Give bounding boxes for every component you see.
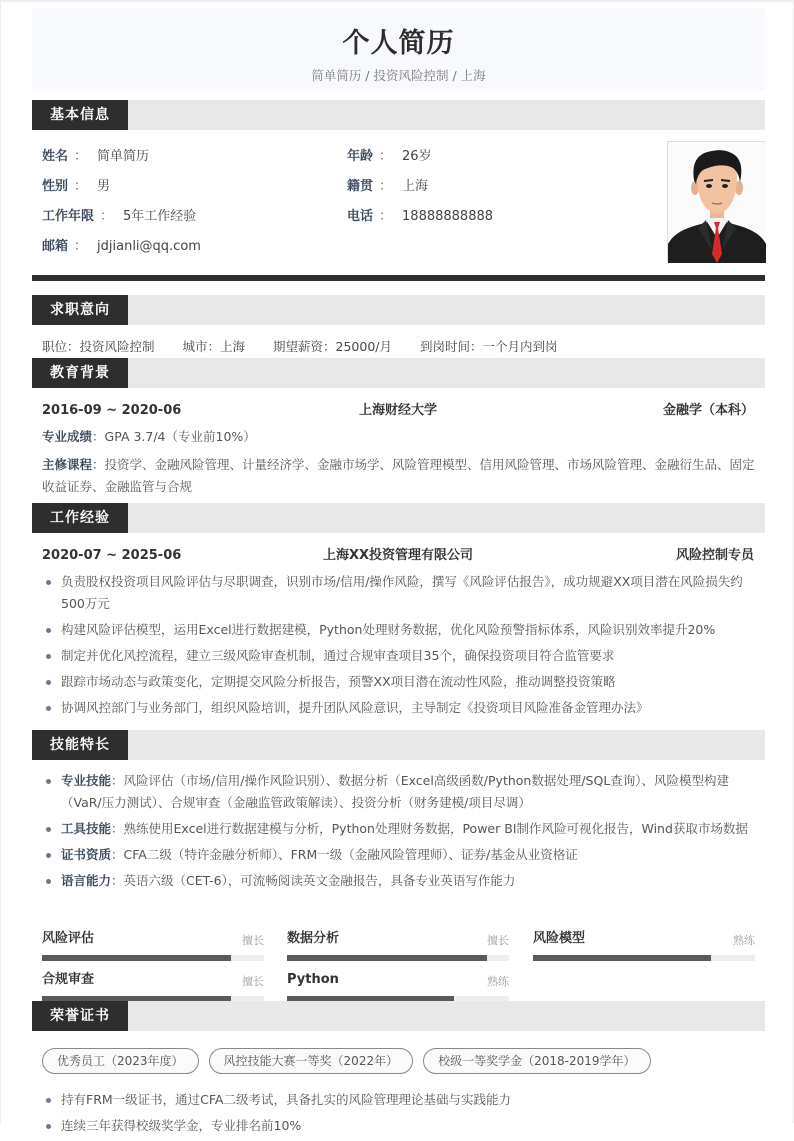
skill-bar-risk-model (533, 931, 755, 947)
intent-city: 城市：上海 (182, 339, 246, 354)
education-courses (42, 454, 757, 498)
progress-bar (533, 955, 755, 961)
courses-value: ：投资学、金融风险管理、计量经济学、金融市场学、风险管理模型、信用风险管理、市场风险管理、金融衍生品、固定收益证券、金融监管与合规 (42, 457, 755, 494)
field-value: 简单简历 (97, 149, 150, 164)
field-name (42, 148, 149, 166)
list-item: 跟踪市场动态与政策变化，定期提交风险分析报告，预警XX项目潜在流动性风险，推动调整投资策略 (42, 671, 757, 693)
field-label: 工作年限 (42, 209, 95, 224)
skill-label: 专业技能 (61, 773, 112, 788)
skill-label: 语言能力 (61, 873, 112, 888)
honor-pill: 校级一等奖学金（2018-2019学年） (423, 1048, 650, 1074)
skill-name: Python (287, 972, 339, 987)
list-item: 负责股权投资项目风险评估与尽职调查，识别市场/信用/操作风险，撰写《风险评估报告》，成功规避XX项目潜在风险损失约500万元 (42, 571, 757, 615)
list-item: 制定并优化风控流程，建立三级风险审查机制，通过合规审查项目35个，确保投资项目符合监管要求 (42, 645, 757, 667)
portrait-icon (668, 142, 766, 263)
skill-level: 擅长 (242, 934, 264, 947)
job-intent-row (42, 339, 586, 355)
colon: ： (379, 149, 393, 164)
list-item: 协调风控部门与业务部门，组织风险培训，提升团队风险意识，主导制定《投资项目风险准备金管理办法》 (42, 697, 757, 719)
skill-level: 擅长 (487, 934, 509, 947)
progress-fill (42, 955, 231, 961)
section-header-intent (32, 295, 765, 325)
work-company: 上海XX投资管理有限公司 (322, 548, 474, 563)
divider (32, 275, 765, 281)
skill-name: 风险评估 (42, 931, 95, 946)
list-item (42, 818, 757, 840)
section-title-honors: 荣誉证书 (32, 1001, 128, 1031)
list-item (42, 844, 757, 866)
field-age (347, 148, 432, 166)
progress-bar (287, 955, 509, 961)
progress-fill (533, 955, 711, 961)
skill-bar-risk-assessment (42, 931, 264, 947)
skill-bar-data-analysis (287, 931, 509, 947)
progress-bar (42, 955, 264, 961)
skills-bullets (42, 770, 757, 896)
honors-bullets (42, 1089, 757, 1141)
field-value: 男 (97, 179, 111, 194)
field-label: 电话 (347, 209, 374, 224)
field-email (42, 238, 201, 256)
work-bullets (42, 571, 757, 723)
field-value: 上海 (402, 179, 429, 194)
intent-arrival: 到岗时间：一个月内到岗 (420, 339, 558, 354)
list-item (42, 770, 757, 814)
skill-level: 熟练 (487, 975, 509, 988)
intent-salary: 期望薪资：25000/月 (273, 339, 393, 354)
gpa-value: ：GPA 3.7/4（专业前10%） (92, 429, 256, 444)
education-school: 上海财经大学 (358, 403, 437, 418)
education-row (42, 402, 754, 420)
colon: ： (100, 209, 114, 224)
skill-name: 风险模型 (533, 931, 586, 946)
skill-level: 熟练 (733, 934, 755, 947)
section-header-skills (32, 730, 765, 760)
field-value: 5年工作经验 (123, 209, 197, 224)
skill-label: 证书资质 (61, 847, 112, 862)
skill-text: ：英语六级（CET-6），可流畅阅读英文金融报告，具备专业英语写作能力 (111, 873, 516, 888)
skill-name: 数据分析 (287, 931, 340, 946)
page-title: 个人简历 (342, 28, 455, 59)
section-header-honors (32, 1001, 765, 1031)
field-gender (42, 178, 110, 196)
colon: ： (379, 209, 393, 224)
section-title-education: 教育背景 (32, 358, 128, 388)
field-value: 26岁 (402, 149, 432, 164)
page-subtitle: 简单简历 / 投资风险控制 / 上海 (311, 68, 486, 83)
section-header-work (32, 503, 765, 533)
gpa-label: 专业成绩 (42, 429, 93, 444)
progress-fill (287, 955, 487, 961)
section-header-basic (32, 100, 765, 130)
work-period: 2020-07 ~ 2025-06 (42, 548, 182, 563)
skill-bar-compliance (42, 972, 264, 988)
field-label: 邮箱 (42, 239, 69, 254)
work-title: 风险控制专员 (675, 548, 754, 563)
work-row (42, 547, 754, 565)
skill-label: 工具技能 (61, 821, 112, 836)
skill-name: 合规审查 (42, 972, 95, 987)
resume-header (32, 8, 765, 90)
section-title-skills: 技能特长 (32, 730, 128, 760)
field-label: 籍贯 (347, 179, 374, 194)
honor-pills (42, 1048, 651, 1074)
field-phone (347, 208, 493, 226)
skill-text: ：熟练使用Excel进行数据建模与分析，Python处理财务数据，Power BI制作风险可视化报告，Wind获取市场数据 (111, 821, 748, 836)
honor-pill: 优秀员工（2023年度） (42, 1048, 199, 1074)
skill-bar-python (287, 972, 509, 988)
avatar-photo (667, 141, 765, 262)
skill-level: 擅长 (242, 975, 264, 988)
section-title-basic: 基本信息 (32, 100, 128, 130)
list-item: 持有FRM一级证书，通过CFA二级考试，具备扎实的风险管理理论基础与实践能力 (42, 1089, 757, 1111)
intent-position: 职位：投资风险控制 (42, 339, 155, 354)
list-item: 连续三年获得校级奖学金，专业排名前10% (42, 1115, 757, 1137)
colon: ： (74, 149, 88, 164)
education-gpa (42, 426, 757, 448)
field-label: 姓名 (42, 149, 69, 164)
section-title-work: 工作经验 (32, 503, 128, 533)
education-major: 金融学（本科） (662, 403, 754, 418)
field-label: 年龄 (347, 149, 374, 164)
honor-pill: 风控技能大赛一等奖（2022年） (209, 1048, 414, 1074)
field-value: jdjianli@qq.com (97, 239, 201, 254)
section-title-intent: 求职意向 (32, 295, 128, 325)
field-value: 18888888888 (402, 209, 494, 224)
colon: ： (74, 239, 88, 254)
list-item: 构建风险评估模型，运用Excel进行数据建模，Python处理财务数据，优化风险预警指标体系，风险识别效率提升20% (42, 619, 757, 641)
colon: ： (74, 179, 88, 194)
skill-text: ：CFA二级（特许金融分析师）、FRM一级（金融风险管理师）、证券/基金从业资格证 (111, 847, 578, 862)
field-hometown (347, 178, 428, 196)
field-label: 性别 (42, 179, 69, 194)
colon: ： (379, 179, 393, 194)
section-header-education (32, 358, 765, 388)
courses-label: 主修课程 (42, 457, 93, 472)
education-period: 2016-09 ~ 2020-06 (42, 403, 182, 418)
skill-text: ：风险评估（市场/信用/操作风险识别）、数据分析（Excel高级函数/Python数据处理/SQL查询）、风险模型构建（VaR/压力测试）、合规审查（金融监管政策解读）、投资分析（财务建模/项目尽调） (61, 773, 730, 810)
list-item (42, 870, 757, 892)
field-years (42, 208, 196, 226)
